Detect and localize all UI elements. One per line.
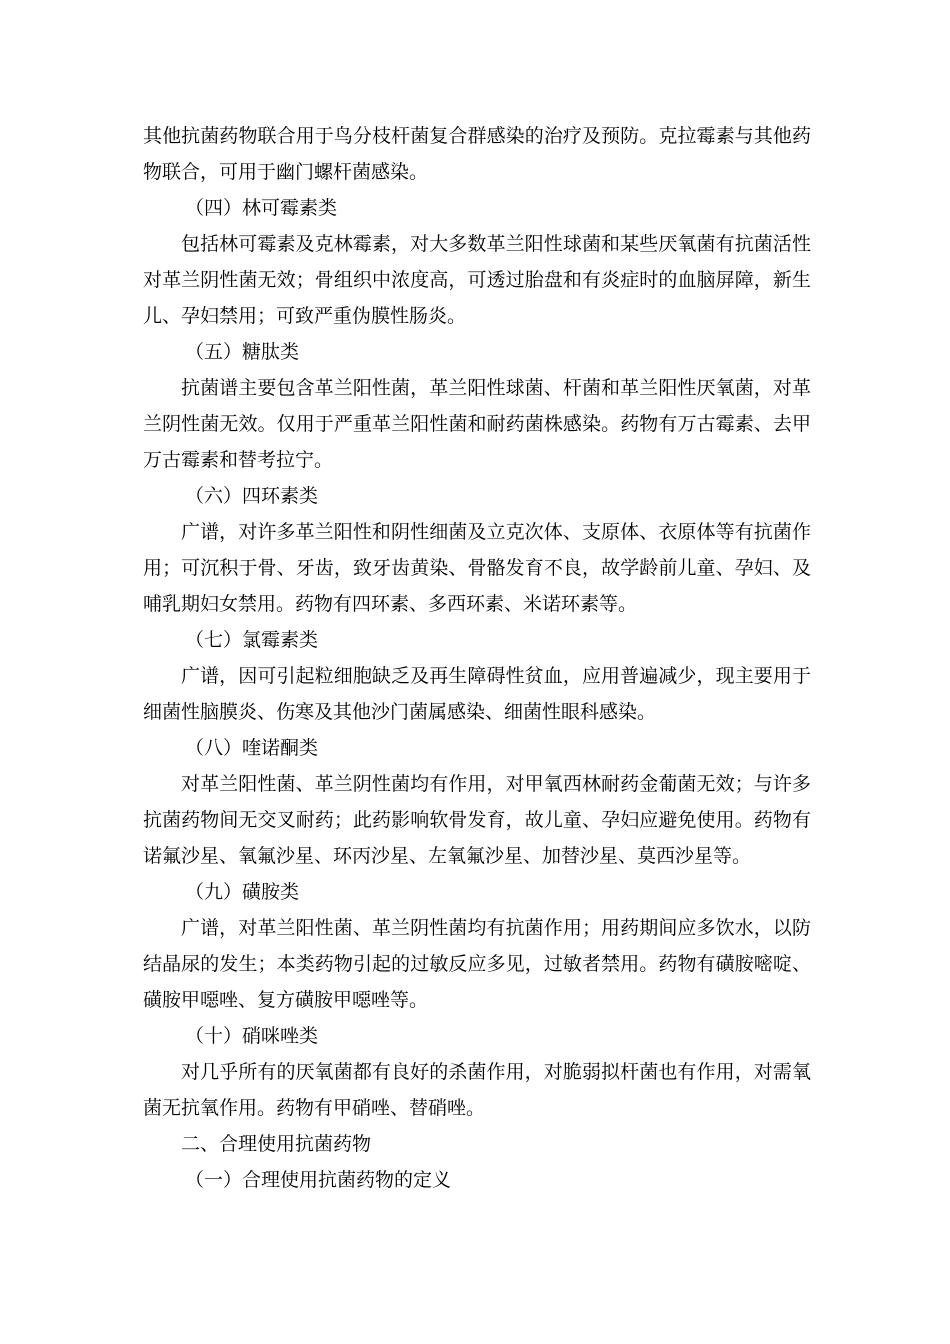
paragraph-macrolide-continued: 其他抗菌药物联合用于鸟分枝杆菌复合群感染的治疗及预防。克拉霉素与其他药物联合，可用于幽门螺杆菌感染。 <box>143 125 811 183</box>
paragraph-tetracyclines: 广谱，对许多革兰阳性和阴性细菌及立克次体、支原体、衣原体等有抗菌作用；可沉积于骨、牙齿，致牙齿黄染、骨骼发育不良，故学龄前儿童、孕妇、及哺乳期妇女禁用。药物有四环素、多西环素、米诺环素等。 <box>143 521 811 615</box>
heading-chloramphenicols: （七）氯霉素类 <box>185 629 319 651</box>
heading-quinolones: （八）喹诺酮类 <box>185 737 319 759</box>
heading-lincosamides: （四）林可霉素类 <box>185 197 338 219</box>
document-page <box>143 118 811 1198</box>
heading-sulfonamides: （九）磺胺类 <box>185 881 300 903</box>
heading-rational-use-definition: （一）合理使用抗菌药物的定义 <box>185 1169 452 1191</box>
paragraph-nitroimidazoles: 对几乎所有的厌氧菌都有良好的杀菌作用，对脆弱拟杆菌也有作用，对需氧菌无抗氧作用。药物有甲硝唑、替硝唑。 <box>143 1061 811 1119</box>
paragraph-glycopeptides: 抗菌谱主要包含革兰阳性菌，革兰阳性球菌、杆菌和革兰阳性厌氧菌，对革兰阴性菌无效。仅用于严重革兰阳性菌和耐药菌株感染。药物有万古霉素、去甲万古霉素和替考拉宁。 <box>143 377 811 471</box>
paragraph-quinolones: 对革兰阳性菌、革兰阴性菌均有作用，对甲氧西林耐药金葡菌无效；与许多抗菌药物间无交叉耐药；此药影响软骨发育，故儿童、孕妇应避免使用。药物有诺氟沙星、氧氟沙星、环丙沙星、左氧氟沙星、加替沙星、莫西沙星等。 <box>143 773 811 867</box>
section-rational-use: 二、合理使用抗菌药物 <box>181 1133 372 1155</box>
paragraph-chloramphenicols: 广谱，因可引起粒细胞缺乏及再生障碍性贫血，应用普遍减少，现主要用于细菌性脑膜炎、伤寒及其他沙门菌属感染、细菌性眼科感染。 <box>143 665 811 723</box>
paragraph-lincosamides: 包括林可霉素及克林霉素，对大多数革兰阳性球菌和某些厌氧菌有抗菌活性对革兰阴性菌无效；骨组织中浓度高，可透过胎盘和有炎症时的血脑屏障，新生儿、孕妇禁用；可致严重伪膜性肠炎。 <box>143 233 811 327</box>
heading-nitroimidazoles: （十）硝咪唑类 <box>185 1025 319 1047</box>
heading-glycopeptides: （五）糖肽类 <box>185 341 300 363</box>
heading-tetracyclines: （六）四环素类 <box>185 485 319 507</box>
paragraph-sulfonamides: 广谱，对革兰阳性菌、革兰阴性菌均有抗菌作用；用药期间应多饮水，以防结晶尿的发生；本类药物引起的过敏反应多见，过敏者禁用。药物有磺胺嘧啶、磺胺甲噁唑、复方磺胺甲噁唑等。 <box>143 917 811 1011</box>
